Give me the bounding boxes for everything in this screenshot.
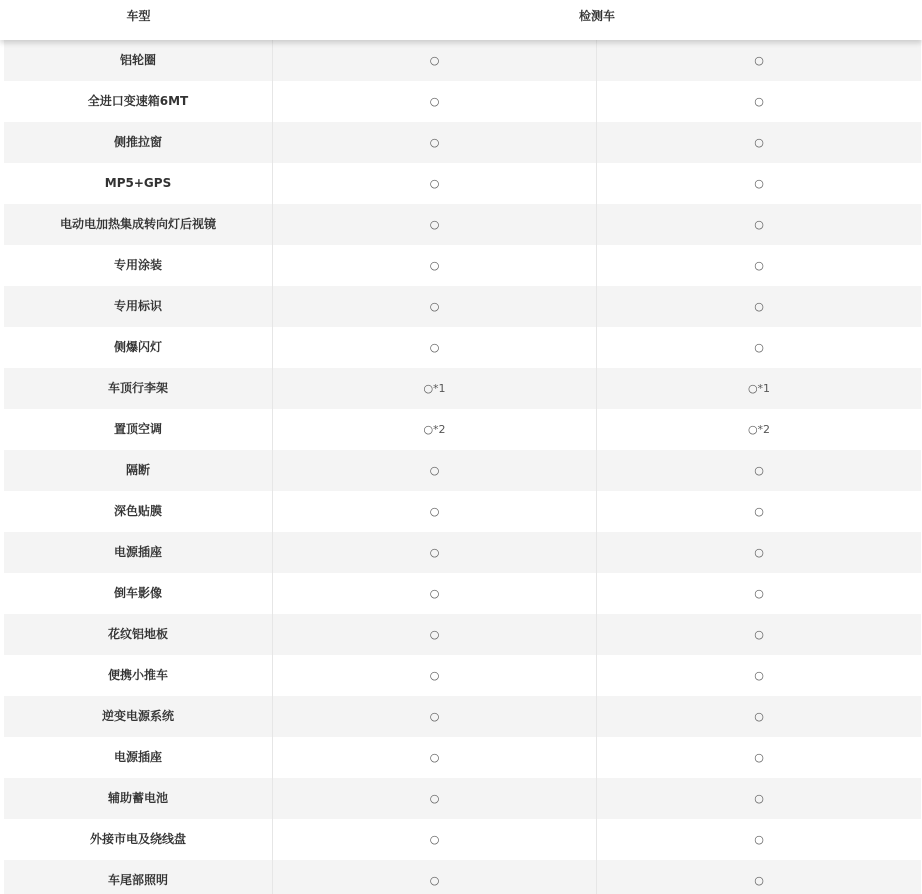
availability-cell-col2: ○ (754, 587, 764, 600)
availability-cell-col1: ○ (273, 819, 597, 860)
table-row (4, 696, 921, 737)
feature-name-cell: 辅助蓄电池 (4, 778, 273, 819)
table-row (4, 286, 921, 327)
availability-cell-col1: ○ (273, 327, 597, 368)
table-row (4, 163, 921, 204)
availability-cell-col2: ○ (754, 751, 764, 764)
availability-cell-col2: ○ (754, 177, 764, 190)
availability-cell-col1: ○ (273, 204, 597, 245)
availability-cell-col1: ○ (273, 491, 597, 532)
availability-cell-col1: ○ (273, 655, 597, 696)
feature-name-cell: 侧推拉窗 (4, 122, 273, 163)
availability-cell-col2: ○ (754, 546, 764, 559)
availability-cell-col1: ○*2 (273, 409, 597, 450)
availability-cell-col2: ○ (754, 874, 764, 887)
feature-name-cell: 侧爆闪灯 (4, 327, 273, 368)
feature-name-cell: MP5+GPS (4, 163, 273, 204)
feature-name-cell: 车尾部照明 (4, 860, 273, 894)
table-row (4, 655, 921, 696)
availability-cell-col2: ○ (754, 300, 764, 313)
availability-cell-col2: ○*2 (747, 423, 771, 436)
feature-name-cell: 逆变电源系统 (4, 696, 273, 737)
feature-name-cell: 电动电加热集成转向灯后视镜 (4, 204, 273, 245)
table-row (4, 532, 921, 573)
table-row (4, 573, 921, 614)
availability-cell-col1: ○ (273, 245, 597, 286)
table-row (4, 491, 921, 532)
availability-cell-col1: ○ (273, 163, 597, 204)
availability-cell-col2: ○ (754, 54, 764, 67)
feature-name-cell: 便携小推车 (4, 655, 273, 696)
availability-cell-col2: ○*1 (747, 382, 771, 395)
availability-cell-col2: ○ (754, 341, 764, 354)
feature-name-cell: 电源插座 (4, 737, 273, 778)
table-row (4, 122, 921, 163)
table-row (4, 737, 921, 778)
feature-name-cell: 深色贴膜 (4, 491, 273, 532)
header-model-label: 车型 (126, 9, 151, 23)
table-row (4, 40, 921, 81)
availability-cell-col2: ○ (754, 669, 764, 682)
availability-cell-col2: ○ (754, 95, 764, 108)
availability-cell-col2: ○ (754, 505, 764, 518)
availability-cell-col2: ○ (754, 833, 764, 846)
table-row (4, 614, 921, 655)
availability-cell-col2: ○ (754, 136, 764, 149)
availability-cell-col2: ○ (754, 259, 764, 272)
table-row (4, 81, 921, 122)
feature-name-cell: 铝轮圈 (4, 40, 273, 81)
availability-cell-col1: ○ (273, 737, 597, 778)
table-row (4, 860, 921, 894)
table-row (4, 368, 921, 409)
availability-cell-col2: ○ (754, 710, 764, 723)
feature-name-cell: 专用标识 (4, 286, 273, 327)
feature-name-cell: 置顶空调 (4, 409, 273, 450)
feature-name-cell: 外接市电及绕线盘 (4, 819, 273, 860)
feature-name-cell: 隔断 (4, 450, 273, 491)
feature-name-cell: 车顶行李架 (4, 368, 273, 409)
availability-cell-col1: ○ (273, 778, 597, 819)
availability-cell-col2: ○ (754, 628, 764, 641)
availability-cell-col1: ○ (273, 40, 597, 81)
availability-cell-col1: ○ (273, 81, 597, 122)
table-row (4, 409, 921, 450)
availability-cell-col1: ○ (273, 614, 597, 655)
availability-cell-col1: ○ (273, 573, 597, 614)
availability-cell-col1: ○ (273, 450, 597, 491)
feature-name-cell: 电源插座 (4, 532, 273, 573)
availability-cell-col1: ○ (273, 696, 597, 737)
table-body (4, 40, 921, 894)
table-row (4, 819, 921, 860)
feature-name-cell: 全进口变速箱6MT (4, 81, 273, 122)
feature-name-cell: 花纹铝地板 (4, 614, 273, 655)
table-row (4, 204, 921, 245)
feature-name-cell: 专用涂装 (4, 245, 273, 286)
table-row (4, 450, 921, 491)
table-row (4, 327, 921, 368)
table-row (4, 245, 921, 286)
availability-cell-col2: ○ (754, 218, 764, 231)
availability-cell-col2: ○ (754, 464, 764, 477)
table-row (4, 778, 921, 819)
availability-cell-col1: ○*1 (273, 368, 597, 409)
table-header (0, 0, 922, 40)
availability-cell-col1: ○ (273, 286, 597, 327)
availability-cell-col1: ○ (273, 532, 597, 573)
feature-name-cell: 倒车影像 (4, 573, 273, 614)
availability-cell-col1: ○ (273, 860, 597, 894)
availability-cell-col2: ○ (754, 792, 764, 805)
availability-cell-col1: ○ (273, 122, 597, 163)
header-variant-label: 检测车 (578, 9, 615, 23)
